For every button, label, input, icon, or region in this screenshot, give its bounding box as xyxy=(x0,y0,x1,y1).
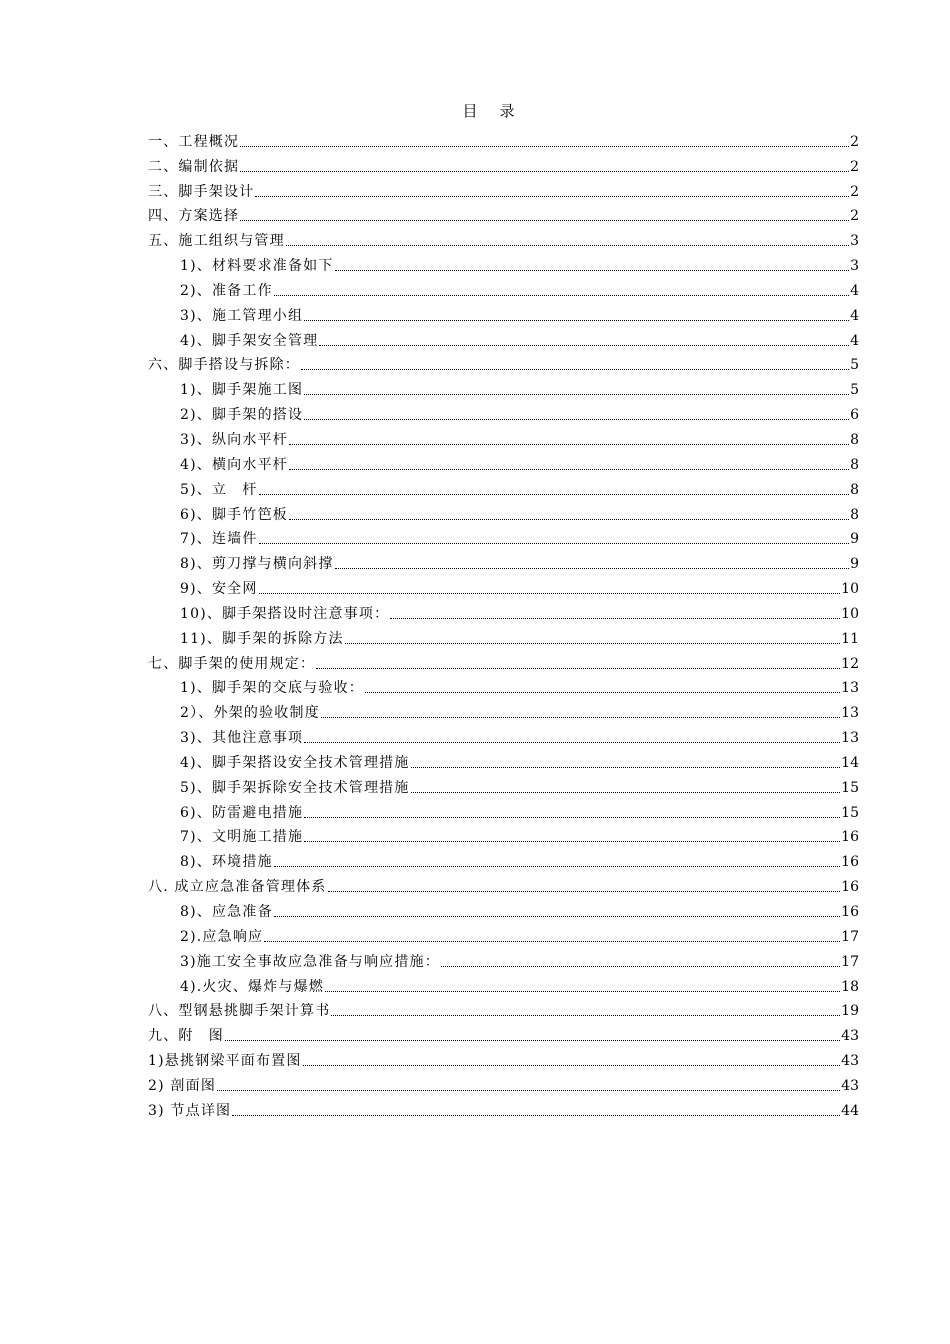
toc-entry-label: 6)、防雷避电措施 xyxy=(180,804,304,821)
toc-dot-leader xyxy=(411,791,841,793)
toc-entry-page-number: 2 xyxy=(850,208,859,225)
toc-entry-label: 1)、脚手架施工图 xyxy=(180,382,304,399)
toc-entry-label: 6)、脚手竹笆板 xyxy=(180,506,288,523)
toc-entry[interactable] xyxy=(148,126,859,151)
toc-entry-page-number: 10 xyxy=(841,581,859,598)
toc-entry-page-number: 12 xyxy=(841,655,859,672)
toc-dot-leader xyxy=(304,816,840,818)
toc-entry-page-number: 44 xyxy=(841,1102,859,1119)
toc-dot-leader xyxy=(331,1014,840,1016)
toc-entry-label: 10)、脚手架搭设时注意事项： xyxy=(180,605,390,622)
toc-entry-label: 9)、安全网 xyxy=(180,581,258,598)
toc-dot-leader xyxy=(319,344,849,346)
toc-entry-page-number: 2 xyxy=(850,183,859,200)
toc-dot-leader xyxy=(217,1089,840,1091)
toc-dot-leader xyxy=(274,865,840,867)
toc-dot-leader xyxy=(441,965,840,967)
toc-entry-label: 3)、其他注意事项 xyxy=(180,730,304,747)
toc-entry[interactable] xyxy=(148,896,859,921)
toc-entry-label: 二、编制依据 xyxy=(148,158,240,175)
toc-entry-label: 一、工程概况 xyxy=(148,133,240,150)
toc-title xyxy=(0,101,950,121)
toc-entry-page-number: 16 xyxy=(841,829,859,846)
toc-entry[interactable] xyxy=(148,673,859,698)
toc-dot-leader xyxy=(304,741,840,743)
toc-entry-page-number: 4 xyxy=(850,332,859,349)
toc-title-char-2: 录 xyxy=(499,102,515,120)
toc-entry-page-number: 9 xyxy=(850,556,859,573)
toc-dot-leader xyxy=(335,269,850,271)
toc-entry[interactable] xyxy=(148,846,859,871)
toc-entry[interactable] xyxy=(148,374,859,399)
toc-entry[interactable] xyxy=(148,797,859,822)
toc-dot-leader xyxy=(301,368,849,370)
toc-entry-label: 8)、应急准备 xyxy=(180,904,273,920)
toc-dot-leader xyxy=(240,145,849,147)
toc-entry-label: 1)、脚手架的交底与验收： xyxy=(180,680,364,697)
toc-entry[interactable] xyxy=(148,697,859,722)
toc-dot-leader xyxy=(303,1064,841,1066)
toc-entry-label: 八. 成立应急准备管理体系 xyxy=(148,879,327,896)
toc-entry-page-number: 17 xyxy=(841,928,859,945)
toc-entry[interactable] xyxy=(148,176,859,201)
toc-entry-page-number: 13 xyxy=(841,705,859,722)
toc-entry-page-number: 6 xyxy=(850,407,859,424)
toc-entry[interactable] xyxy=(148,871,859,896)
toc-entry[interactable] xyxy=(148,524,859,549)
toc-dot-leader xyxy=(264,940,840,942)
toc-entry-page-number: 13 xyxy=(841,680,859,697)
toc-dot-leader xyxy=(289,518,849,520)
toc-entry[interactable] xyxy=(148,573,859,598)
toc-entry[interactable] xyxy=(148,648,859,673)
toc-entry-page-number: 3 xyxy=(850,258,859,275)
toc-dot-leader xyxy=(225,1039,840,1041)
toc-entry-label: 2)、准备工作 xyxy=(180,282,273,299)
toc-entry-page-number: 15 xyxy=(841,804,859,821)
toc-dot-leader xyxy=(274,915,840,917)
toc-entry-page-number: 43 xyxy=(841,1053,859,1070)
toc-entry[interactable] xyxy=(148,722,859,747)
toc-dot-leader xyxy=(274,294,849,296)
toc-entry[interactable] xyxy=(148,300,859,325)
toc-dot-leader xyxy=(240,170,849,172)
toc-entry-label: 5)、脚手架拆除安全技术管理措施 xyxy=(180,779,410,796)
toc-entry-label: 4).火灾、爆炸与爆燃 xyxy=(180,978,325,995)
toc-dot-leader xyxy=(304,840,840,842)
toc-entry-page-number: 19 xyxy=(841,1003,859,1020)
toc-entry[interactable] xyxy=(148,548,859,573)
toc-entry-label: 3)、纵向水平杆 xyxy=(180,431,288,448)
toc-entry-label: 2).应急响应 xyxy=(180,928,264,945)
toc-entry-page-number: 13 xyxy=(841,730,859,747)
toc-entry[interactable] xyxy=(148,623,859,648)
toc-entry-page-number: 11 xyxy=(841,630,859,647)
toc-dot-leader xyxy=(328,890,841,892)
toc-entry-label: 2)、脚手架的搭设 xyxy=(180,407,304,424)
toc-entry-page-number: 3 xyxy=(850,233,859,250)
toc-dot-leader xyxy=(255,195,849,197)
toc-entry-page-number: 16 xyxy=(841,904,859,920)
toc-dot-leader xyxy=(304,393,849,395)
toc-entry-page-number: 2 xyxy=(850,158,859,175)
toc-entry[interactable] xyxy=(148,449,859,474)
toc-entry-label: 九、附 图 xyxy=(148,1028,224,1045)
toc-entry-page-number: 2 xyxy=(850,133,859,150)
toc-entry-label: 1)、材料要求准备如下 xyxy=(180,258,334,275)
toc-entry[interactable] xyxy=(148,151,859,176)
toc-entry-label: 2) 剖面图 xyxy=(148,1077,217,1094)
toc-entry-page-number: 8 xyxy=(850,506,859,523)
toc-dot-leader xyxy=(259,592,841,594)
toc-entry-page-number: 8 xyxy=(850,431,859,448)
toc-entry[interactable] xyxy=(148,350,859,375)
toc-entry-label: 3)施工安全事故应急准备与响应措施： xyxy=(180,953,440,970)
toc-entry-page-number: 15 xyxy=(841,779,859,796)
toc-entry[interactable] xyxy=(148,325,859,350)
toc-dot-leader xyxy=(259,542,850,544)
toc-entry[interactable] xyxy=(148,946,859,971)
toc-entry-label: 8)、环境措施 xyxy=(180,854,273,871)
toc-entry[interactable] xyxy=(148,921,859,946)
toc-entry-label: 四、方案选择 xyxy=(148,208,240,225)
toc-entry-page-number: 16 xyxy=(841,854,859,871)
toc-entry-page-number: 43 xyxy=(841,1028,859,1045)
toc-entry-label: 4)、脚手架安全管理 xyxy=(180,332,319,349)
toc-entry[interactable] xyxy=(148,474,859,499)
toc-entry[interactable] xyxy=(148,971,859,996)
toc-entry-label: 8)、剪刀撑与横向斜撑 xyxy=(180,556,334,573)
toc-entry-page-number: 43 xyxy=(841,1077,859,1094)
toc-dot-leader xyxy=(365,691,840,693)
toc-dot-leader xyxy=(286,244,849,246)
toc-entry-label: 3)、施工管理小组 xyxy=(180,307,304,324)
toc-entry-page-number: 4 xyxy=(850,307,859,324)
toc-entry-label: 2）、外架的验收制度 xyxy=(180,705,320,722)
table-of-contents xyxy=(148,126,859,1120)
toc-dot-leader xyxy=(411,766,841,768)
toc-entry[interactable] xyxy=(148,499,859,524)
toc-entry[interactable] xyxy=(148,225,859,250)
toc-entry[interactable] xyxy=(148,1020,859,1045)
toc-entry[interactable] xyxy=(148,996,859,1021)
toc-entry[interactable] xyxy=(148,250,859,275)
toc-dot-leader xyxy=(304,418,849,420)
toc-entry[interactable] xyxy=(148,1095,859,1120)
toc-entry-page-number: 9 xyxy=(850,531,859,548)
toc-entry-page-number: 5 xyxy=(850,382,859,399)
toc-dot-leader xyxy=(325,990,840,992)
toc-entry-label: 5)、立 杆 xyxy=(180,481,258,498)
toc-entry-label: 三、脚手架设计 xyxy=(148,183,255,200)
toc-entry-page-number: 10 xyxy=(841,605,859,622)
toc-entry-label: 11)、脚手架的拆除方法 xyxy=(180,630,344,647)
toc-dot-leader xyxy=(240,219,849,221)
toc-dot-leader xyxy=(321,716,840,718)
toc-entry-label: 7)、连墙件 xyxy=(180,531,258,548)
toc-entry-page-number: 5 xyxy=(850,357,859,374)
toc-entry-label: 4)、脚手架搭设安全技术管理措施 xyxy=(180,754,410,771)
toc-entry[interactable] xyxy=(148,275,859,300)
toc-entry-label: 五、施工组织与管理 xyxy=(148,233,285,250)
toc-entry[interactable] xyxy=(148,201,859,226)
toc-entry[interactable] xyxy=(148,1045,859,1070)
toc-entry-page-number: 16 xyxy=(841,879,859,896)
toc-dot-leader xyxy=(390,617,840,619)
toc-entry-page-number: 18 xyxy=(841,978,859,995)
toc-entry-page-number: 17 xyxy=(841,953,859,970)
toc-title-char-1: 目 xyxy=(462,102,478,120)
toc-entry[interactable] xyxy=(148,424,859,449)
toc-entry[interactable] xyxy=(148,399,859,424)
toc-entry-page-number: 4 xyxy=(850,282,859,299)
toc-entry[interactable] xyxy=(148,598,859,623)
toc-entry-label: 八、型钢悬挑脚手架计算书 xyxy=(148,1003,331,1020)
toc-entry-label: 1)悬挑钢梁平面布置图 xyxy=(148,1053,302,1070)
toc-dot-leader xyxy=(232,1114,840,1116)
toc-dot-leader xyxy=(345,642,840,644)
toc-entry[interactable] xyxy=(148,1070,859,1095)
toc-entry-page-number: 14 xyxy=(841,754,859,771)
toc-entry-label: 3) 节点详图 xyxy=(148,1102,232,1119)
toc-entry-label: 六、脚手搭设与拆除： xyxy=(148,357,300,374)
toc-entry-label: 7)、文明施工措施 xyxy=(180,829,304,846)
toc-entry-label: 七、脚手架的使用规定： xyxy=(148,655,316,672)
toc-entry-page-number: 8 xyxy=(850,456,859,473)
toc-entry[interactable] xyxy=(148,772,859,797)
toc-entry-label: 4)、横向水平杆 xyxy=(180,456,288,473)
toc-dot-leader xyxy=(289,443,849,445)
toc-entry[interactable] xyxy=(148,822,859,847)
toc-dot-leader xyxy=(259,493,850,495)
toc-dot-leader xyxy=(335,567,850,569)
toc-dot-leader xyxy=(316,667,840,669)
toc-entry-page-number: 8 xyxy=(850,481,859,498)
toc-dot-leader xyxy=(289,468,849,470)
toc-entry[interactable] xyxy=(148,747,859,772)
toc-dot-leader xyxy=(304,319,849,321)
